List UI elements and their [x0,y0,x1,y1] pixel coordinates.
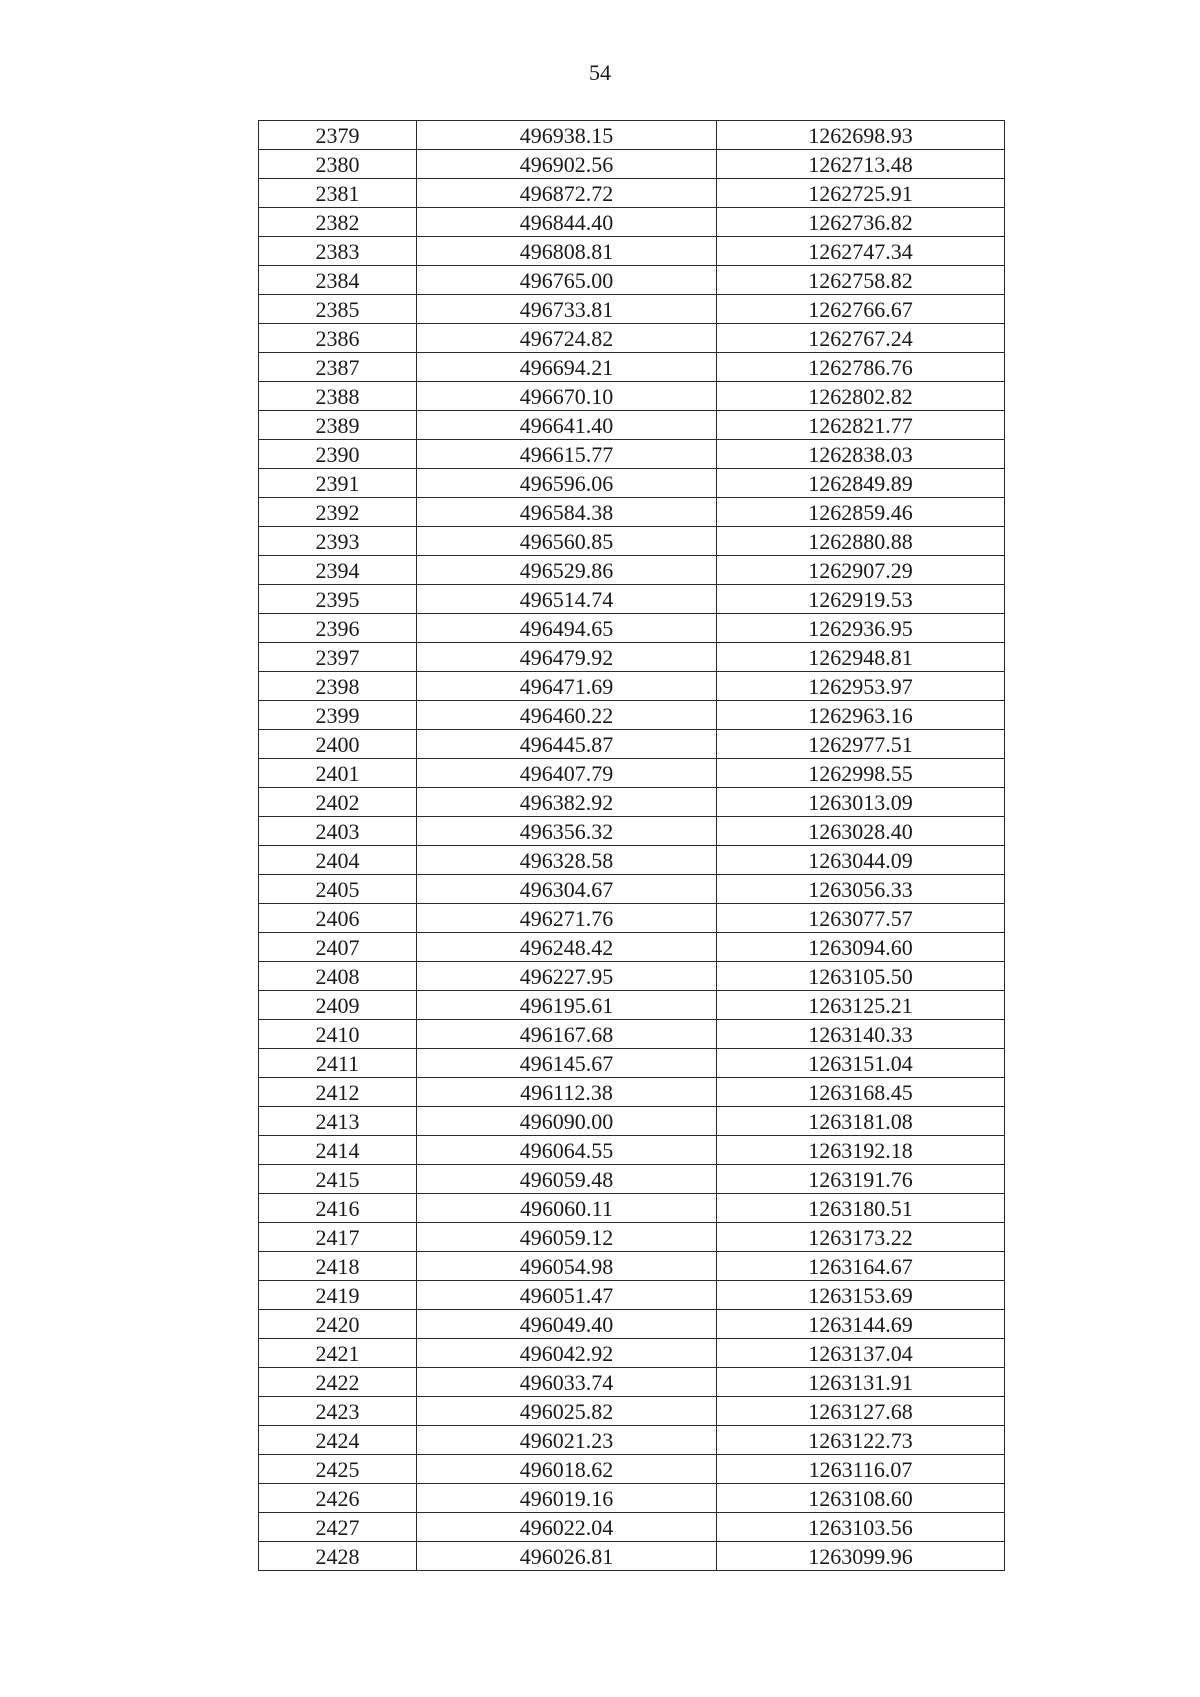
y-coordinate-cell: 1263173.22 [717,1223,1005,1252]
table-row [259,672,1005,701]
point-number-cell: 2405 [259,875,417,904]
table-row [259,788,1005,817]
table-row [259,266,1005,295]
x-coordinate-cell: 496145.67 [417,1049,717,1078]
point-number-cell: 2410 [259,1020,417,1049]
point-number-cell: 2424 [259,1426,417,1455]
point-number-cell: 2392 [259,498,417,527]
point-number-cell: 2411 [259,1049,417,1078]
table-row [259,1107,1005,1136]
table-row [259,237,1005,266]
table-row [259,1426,1005,1455]
x-coordinate-cell: 496765.00 [417,266,717,295]
x-coordinate-cell: 496641.40 [417,411,717,440]
x-coordinate-cell: 496733.81 [417,295,717,324]
point-number-cell: 2422 [259,1368,417,1397]
x-coordinate-cell: 496844.40 [417,208,717,237]
y-coordinate-cell: 1262953.97 [717,672,1005,701]
point-number-cell: 2391 [259,469,417,498]
point-number-cell: 2383 [259,237,417,266]
y-coordinate-cell: 1262849.89 [717,469,1005,498]
x-coordinate-cell: 496596.06 [417,469,717,498]
x-coordinate-cell: 496724.82 [417,324,717,353]
x-coordinate-cell: 496460.22 [417,701,717,730]
point-number-cell: 2382 [259,208,417,237]
y-coordinate-cell: 1262880.88 [717,527,1005,556]
point-number-cell: 2416 [259,1194,417,1223]
y-coordinate-cell: 1263125.21 [717,991,1005,1020]
table-row [259,1223,1005,1252]
x-coordinate-cell: 496445.87 [417,730,717,759]
y-coordinate-cell: 1263191.76 [717,1165,1005,1194]
x-coordinate-cell: 496382.92 [417,788,717,817]
table-row [259,1165,1005,1194]
table-row [259,179,1005,208]
y-coordinate-cell: 1263127.68 [717,1397,1005,1426]
table-row [259,1194,1005,1223]
x-coordinate-cell: 496938.15 [417,121,717,150]
y-coordinate-cell: 1263108.60 [717,1484,1005,1513]
y-coordinate-cell: 1262948.81 [717,643,1005,672]
point-number-cell: 2412 [259,1078,417,1107]
y-coordinate-cell: 1263153.69 [717,1281,1005,1310]
x-coordinate-cell: 496328.58 [417,846,717,875]
point-number-cell: 2403 [259,817,417,846]
x-coordinate-cell: 496042.92 [417,1339,717,1368]
x-coordinate-cell: 496471.69 [417,672,717,701]
point-number-cell: 2386 [259,324,417,353]
table-row [259,1339,1005,1368]
point-number-cell: 2419 [259,1281,417,1310]
x-coordinate-cell: 496560.85 [417,527,717,556]
table-row [259,1455,1005,1484]
table-row [259,382,1005,411]
table-row [259,701,1005,730]
y-coordinate-cell: 1262936.95 [717,614,1005,643]
x-coordinate-cell: 496356.32 [417,817,717,846]
point-number-cell: 2384 [259,266,417,295]
table-row [259,933,1005,962]
y-coordinate-cell: 1263013.09 [717,788,1005,817]
point-number-cell: 2393 [259,527,417,556]
table-row [259,1281,1005,1310]
coordinates-table-body [259,121,1005,1571]
table-row [259,527,1005,556]
x-coordinate-cell: 496090.00 [417,1107,717,1136]
y-coordinate-cell: 1263094.60 [717,933,1005,962]
y-coordinate-cell: 1262821.77 [717,411,1005,440]
y-coordinate-cell: 1263181.08 [717,1107,1005,1136]
point-number-cell: 2396 [259,614,417,643]
x-coordinate-cell: 496022.04 [417,1513,717,1542]
y-coordinate-cell: 1262767.24 [717,324,1005,353]
x-coordinate-cell: 496059.48 [417,1165,717,1194]
point-number-cell: 2407 [259,933,417,962]
point-number-cell: 2399 [259,701,417,730]
x-coordinate-cell: 496808.81 [417,237,717,266]
table-row [259,208,1005,237]
y-coordinate-cell: 1263180.51 [717,1194,1005,1223]
table-row [259,150,1005,179]
y-coordinate-cell: 1263116.07 [717,1455,1005,1484]
y-coordinate-cell: 1262838.03 [717,440,1005,469]
point-number-cell: 2390 [259,440,417,469]
table-row [259,1368,1005,1397]
x-coordinate-cell: 496494.65 [417,614,717,643]
table-row [259,1136,1005,1165]
point-number-cell: 2379 [259,121,417,150]
y-coordinate-cell: 1263151.04 [717,1049,1005,1078]
point-number-cell: 2427 [259,1513,417,1542]
table-row [259,411,1005,440]
table-row [259,353,1005,382]
x-coordinate-cell: 496514.74 [417,585,717,614]
table-row [259,1078,1005,1107]
x-coordinate-cell: 496248.42 [417,933,717,962]
x-coordinate-cell: 496051.47 [417,1281,717,1310]
table-row [259,875,1005,904]
point-number-cell: 2417 [259,1223,417,1252]
table-row [259,817,1005,846]
table-row [259,759,1005,788]
table-row [259,1020,1005,1049]
table-row [259,1513,1005,1542]
x-coordinate-cell: 496060.11 [417,1194,717,1223]
page-number: 54 [589,60,611,85]
x-coordinate-cell: 496026.81 [417,1542,717,1571]
y-coordinate-cell: 1263044.09 [717,846,1005,875]
point-number-cell: 2380 [259,150,417,179]
point-number-cell: 2394 [259,556,417,585]
x-coordinate-cell: 496195.61 [417,991,717,1020]
point-number-cell: 2428 [259,1542,417,1571]
x-coordinate-cell: 496049.40 [417,1310,717,1339]
x-coordinate-cell: 496025.82 [417,1397,717,1426]
point-number-cell: 2423 [259,1397,417,1426]
y-coordinate-cell: 1262698.93 [717,121,1005,150]
point-number-cell: 2415 [259,1165,417,1194]
point-number-cell: 2426 [259,1484,417,1513]
x-coordinate-cell: 496059.12 [417,1223,717,1252]
point-number-cell: 2381 [259,179,417,208]
point-number-cell: 2387 [259,353,417,382]
y-coordinate-cell: 1263168.45 [717,1078,1005,1107]
x-coordinate-cell: 496872.72 [417,179,717,208]
y-coordinate-cell: 1263164.67 [717,1252,1005,1281]
point-number-cell: 2414 [259,1136,417,1165]
point-number-cell: 2413 [259,1107,417,1136]
y-coordinate-cell: 1262859.46 [717,498,1005,527]
y-coordinate-cell: 1262919.53 [717,585,1005,614]
y-coordinate-cell: 1262802.82 [717,382,1005,411]
y-coordinate-cell: 1263103.56 [717,1513,1005,1542]
x-coordinate-cell: 496167.68 [417,1020,717,1049]
point-number-cell: 2425 [259,1455,417,1484]
point-number-cell: 2385 [259,295,417,324]
y-coordinate-cell: 1263140.33 [717,1020,1005,1049]
table-row [259,730,1005,759]
point-number-cell: 2421 [259,1339,417,1368]
x-coordinate-cell: 496227.95 [417,962,717,991]
x-coordinate-cell: 496018.62 [417,1455,717,1484]
point-number-cell: 2397 [259,643,417,672]
point-number-cell: 2401 [259,759,417,788]
table-row [259,846,1005,875]
point-number-cell: 2420 [259,1310,417,1339]
y-coordinate-cell: 1262977.51 [717,730,1005,759]
y-coordinate-cell: 1263099.96 [717,1542,1005,1571]
table-row [259,962,1005,991]
y-coordinate-cell: 1262963.16 [717,701,1005,730]
point-number-cell: 2406 [259,904,417,933]
point-number-cell: 2395 [259,585,417,614]
x-coordinate-cell: 496615.77 [417,440,717,469]
x-coordinate-cell: 496064.55 [417,1136,717,1165]
x-coordinate-cell: 496112.38 [417,1078,717,1107]
point-number-cell: 2388 [259,382,417,411]
table-row [259,556,1005,585]
point-number-cell: 2398 [259,672,417,701]
table-row [259,643,1005,672]
x-coordinate-cell: 496304.67 [417,875,717,904]
y-coordinate-cell: 1263144.69 [717,1310,1005,1339]
y-coordinate-cell: 1262713.48 [717,150,1005,179]
point-number-cell: 2418 [259,1252,417,1281]
table-row [259,498,1005,527]
table-row [259,614,1005,643]
table-row [259,1310,1005,1339]
table-row [259,295,1005,324]
y-coordinate-cell: 1262998.55 [717,759,1005,788]
x-coordinate-cell: 496021.23 [417,1426,717,1455]
x-coordinate-cell: 496479.92 [417,643,717,672]
x-coordinate-cell: 496694.21 [417,353,717,382]
y-coordinate-cell: 1262747.34 [717,237,1005,266]
y-coordinate-cell: 1263122.73 [717,1426,1005,1455]
y-coordinate-cell: 1262766.67 [717,295,1005,324]
y-coordinate-cell: 1263137.04 [717,1339,1005,1368]
x-coordinate-cell: 496033.74 [417,1368,717,1397]
y-coordinate-cell: 1263192.18 [717,1136,1005,1165]
y-coordinate-cell: 1262725.91 [717,179,1005,208]
table-row [259,585,1005,614]
y-coordinate-cell: 1262758.82 [717,266,1005,295]
table-row [259,469,1005,498]
table-row [259,324,1005,353]
y-coordinate-cell: 1263105.50 [717,962,1005,991]
y-coordinate-cell: 1263077.57 [717,904,1005,933]
table-row [259,904,1005,933]
x-coordinate-cell: 496670.10 [417,382,717,411]
table-row [259,440,1005,469]
table-row [259,1397,1005,1426]
point-number-cell: 2408 [259,962,417,991]
y-coordinate-cell: 1262786.76 [717,353,1005,382]
y-coordinate-cell: 1263056.33 [717,875,1005,904]
y-coordinate-cell: 1263131.91 [717,1368,1005,1397]
x-coordinate-cell: 496054.98 [417,1252,717,1281]
x-coordinate-cell: 496584.38 [417,498,717,527]
table-row [259,1252,1005,1281]
x-coordinate-cell: 496271.76 [417,904,717,933]
table-row [259,1484,1005,1513]
table-row [259,1049,1005,1078]
table-row [259,1542,1005,1571]
table-row [259,121,1005,150]
y-coordinate-cell: 1262907.29 [717,556,1005,585]
point-number-cell: 2404 [259,846,417,875]
x-coordinate-cell: 496407.79 [417,759,717,788]
point-number-cell: 2400 [259,730,417,759]
coordinates-table [258,120,1005,1571]
y-coordinate-cell: 1262736.82 [717,208,1005,237]
x-coordinate-cell: 496529.86 [417,556,717,585]
point-number-cell: 2389 [259,411,417,440]
x-coordinate-cell: 496902.56 [417,150,717,179]
y-coordinate-cell: 1263028.40 [717,817,1005,846]
point-number-cell: 2402 [259,788,417,817]
point-number-cell: 2409 [259,991,417,1020]
table-row [259,991,1005,1020]
x-coordinate-cell: 496019.16 [417,1484,717,1513]
